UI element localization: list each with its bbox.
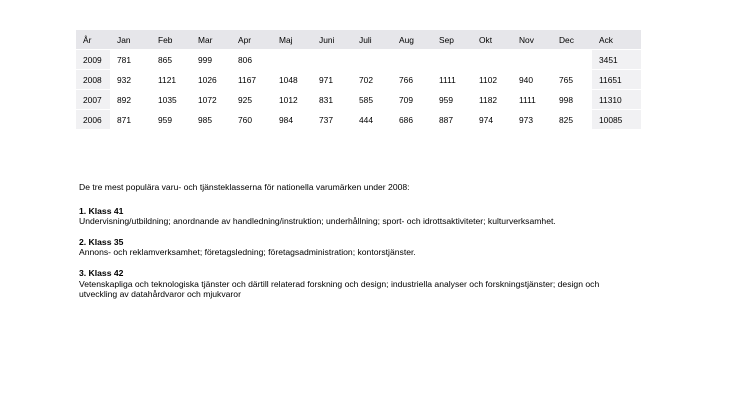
year-cell: 2009 [76, 50, 110, 70]
month-cell: 984 [272, 110, 312, 130]
month-cell: 1182 [472, 90, 512, 110]
month-cell: 737 [312, 110, 352, 130]
total-cell: 10085 [592, 110, 641, 130]
header-aug: Aug [392, 30, 432, 50]
class-description: Vetenskapliga och teknologiska tjänster och därtill relaterad forskning och design; industriella analyser och forskningstjänster; design och utveckling av datahårdvaror och mjukvaror [79, 278, 600, 300]
month-cell: 1111 [432, 70, 472, 90]
month-cell: 973 [512, 110, 552, 130]
month-cell [352, 50, 392, 70]
month-cell: 585 [352, 90, 392, 110]
year-cell: 2007 [76, 90, 110, 110]
intro-text: De tre mest populära varu- och tjänsteklasserna för nationella varumärken under 2008: [79, 182, 410, 192]
month-cell: 887 [432, 110, 472, 130]
month-cell: 940 [512, 70, 552, 90]
month-cell: 925 [231, 90, 272, 110]
month-cell: 998 [552, 90, 592, 110]
month-cell [432, 50, 472, 70]
registrations-table [76, 30, 641, 129]
month-cell: 1102 [472, 70, 512, 90]
table-row [76, 90, 641, 110]
month-cell: 959 [151, 110, 191, 130]
month-cell: 709 [392, 90, 432, 110]
month-cell: 865 [151, 50, 191, 70]
month-cell: 1111 [512, 90, 552, 110]
year-cell: 2008 [76, 70, 110, 90]
month-cell: 999 [191, 50, 231, 70]
class-title: 1. Klass 41 [79, 205, 124, 216]
total-cell: 3451 [592, 50, 641, 70]
month-cell [272, 50, 312, 70]
class-description: Annons- och reklamverksamhet; företagsledning; företagsadministration; kontorstjänster. [79, 247, 416, 258]
top-classes-section [79, 182, 639, 310]
month-cell: 1012 [272, 90, 312, 110]
header-maj: Maj [272, 30, 312, 50]
table-header-row [76, 30, 641, 50]
month-cell: 1121 [151, 70, 191, 90]
header-year: År [76, 30, 110, 50]
month-cell: 1026 [191, 70, 231, 90]
header-jan: Jan [110, 30, 151, 50]
month-cell: 766 [392, 70, 432, 90]
total-cell: 11310 [592, 90, 641, 110]
month-cell [312, 50, 352, 70]
month-cell: 444 [352, 110, 392, 130]
month-cell: 971 [312, 70, 352, 90]
header-dec: Dec [552, 30, 592, 50]
header-ack: Ack [592, 30, 641, 50]
month-cell [472, 50, 512, 70]
header-juli: Juli [352, 30, 392, 50]
class-item [79, 237, 639, 258]
total-cell: 11651 [592, 70, 641, 90]
table-row [76, 50, 641, 70]
month-cell: 1035 [151, 90, 191, 110]
month-cell: 1048 [272, 70, 312, 90]
header-feb: Feb [151, 30, 191, 50]
table-row [76, 70, 641, 90]
class-item [79, 268, 639, 300]
year-cell: 2006 [76, 110, 110, 130]
table-row [76, 110, 641, 130]
month-cell: 831 [312, 90, 352, 110]
month-cell: 974 [472, 110, 512, 130]
header-sep: Sep [432, 30, 472, 50]
class-title: 3. Klass 42 [79, 267, 124, 278]
month-cell: 932 [110, 70, 151, 90]
month-cell: 985 [191, 110, 231, 130]
month-cell [512, 50, 552, 70]
month-cell: 1167 [231, 70, 272, 90]
header-nov: Nov [512, 30, 552, 50]
header-okt: Okt [472, 30, 512, 50]
month-cell: 892 [110, 90, 151, 110]
month-cell [552, 50, 592, 70]
header-apr: Apr [231, 30, 272, 50]
month-cell [392, 50, 432, 70]
month-cell: 760 [231, 110, 272, 130]
month-cell: 806 [231, 50, 272, 70]
month-cell: 825 [552, 110, 592, 130]
table-body [76, 50, 641, 130]
month-cell: 702 [352, 70, 392, 90]
month-cell: 781 [110, 50, 151, 70]
month-cell: 765 [552, 70, 592, 90]
month-cell: 1072 [191, 90, 231, 110]
class-description: Undervisning/utbildning; anordnande av handledning/instruktion; underhållning; sport- och idrottsaktiviteter; kulturverksamhet. [79, 216, 556, 227]
month-cell: 871 [110, 110, 151, 130]
month-cell: 959 [432, 90, 472, 110]
class-title: 2. Klass 35 [79, 236, 124, 247]
header-mar: Mar [191, 30, 231, 50]
class-item [79, 206, 639, 227]
month-cell: 686 [392, 110, 432, 130]
header-juni: Juni [312, 30, 352, 50]
